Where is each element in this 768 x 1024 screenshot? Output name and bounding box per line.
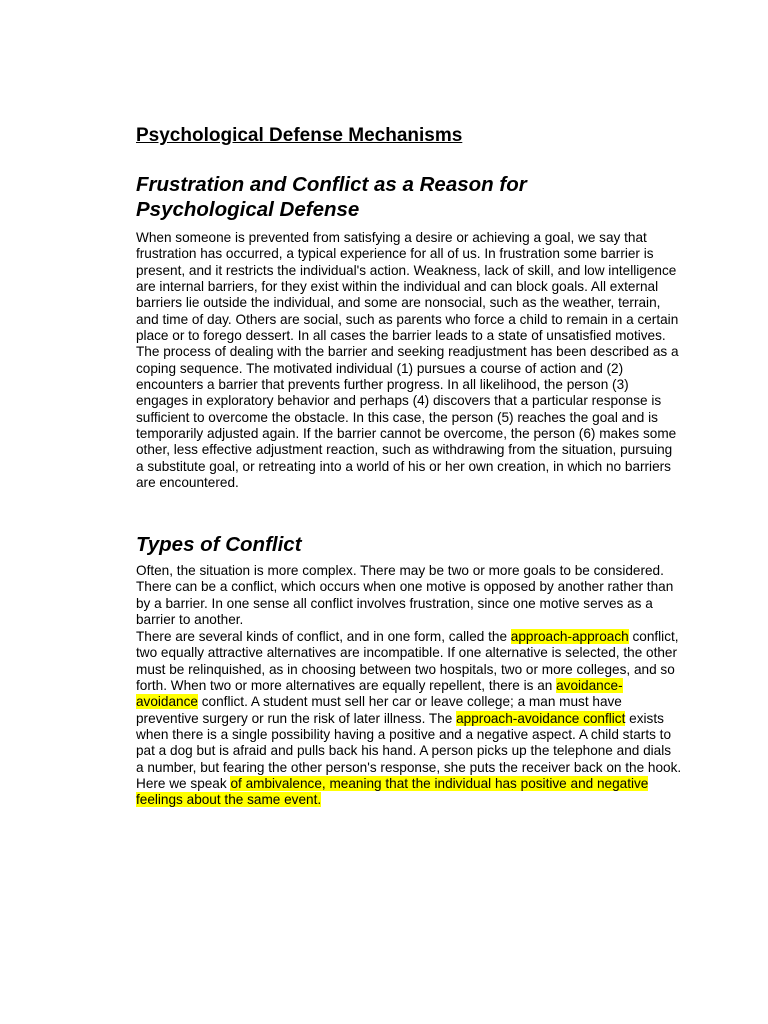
section-heading-frustration xyxy=(136,172,527,222)
section-heading-line2: Psychological Defense xyxy=(136,198,360,221)
conflict-intro-paragraph: Often, the situation is more complex. There may be two or more goals to be considered. There can be a conflict, which occurs when one motive is opposed by another rather than by a barrier. In one sense all conflict involves frustration, since one motive serves as a barrier to another. xyxy=(136,563,674,628)
section-heading-line1: Frustration and Conflict as a Reason for xyxy=(136,173,527,196)
document-title: Psychological Defense Mechanisms xyxy=(136,125,463,146)
text-run: conflict. A student must sell her car or leave college; a man must have preventive surgery or run the risk of later illness. The xyxy=(136,694,622,726)
highlight-approach-avoidance: approach-avoidance conflict xyxy=(456,710,626,726)
text-run: conflict, two equally attractive alternatives are incompatible. If one alternative is selected, the other must be relinquished, as in choosing between two hospitals, two or more colleges, and so forth. When two or more alternatives are equally repellent, there is an xyxy=(136,629,679,694)
conflict-types-paragraph xyxy=(136,629,682,809)
frustration-paragraph: When someone is prevented from satisfying a desire or achieving a goal, we say that frustration has occurred, a typical experience for all of us. In frustration some barrier is present, and it restricts the individual's action. Weakness, lack of skill, and low intelligence are internal barriers, for they exist within the individual and can block goals. All external barriers lie outside the individual, and some are nonsocial, such as the weather, terrain, and time of day. Others are social, such as parents who force a child to remain in a certain place or to forego dessert. In all cases the barrier leads to a state of unsatisfied motives. The process of dealing with the barrier and seeking readjustment has been described as a coping sequence. The motivated individual (1) pursues a course of action and (2) encounters a barrier that prevents further progress. In all likelihood, the person (3) engages in exploratory behavior and perhaps (4) discovers that a particular response is sufficient to overcome the obstacle. In this case, the person (5) reaches the goal and is temporarily adjusted again. If the barrier cannot be overcome, the person (6) makes some other, less effective adjustment reaction, such as withdrawing from the situation, pursuing a substitute goal, or retreating into a world of his or her own creation, in which no barriers are encountered. xyxy=(136,230,679,491)
highlight-avoidance-avoidance: avoidance-avoidance xyxy=(136,678,623,710)
highlight-ambivalence: of ambivalence, meaning that the individual has positive and negative feelings about the same event. xyxy=(136,776,649,808)
text-run: There are several kinds of conflict, and in one form, called the xyxy=(136,629,511,644)
section-heading-types-of-conflict: Types of Conflict xyxy=(136,533,302,556)
highlight-approach-approach: approach-approach xyxy=(510,629,629,644)
text-run: exists when there is a single possibility having a positive and a negative aspect. A child starts to pat a dog but is afraid and pulls back his hand. A person picks up the telephone and dials a number, but fearing the other person's response, she puts the receiver back on the hook. Here we speak xyxy=(136,710,682,792)
